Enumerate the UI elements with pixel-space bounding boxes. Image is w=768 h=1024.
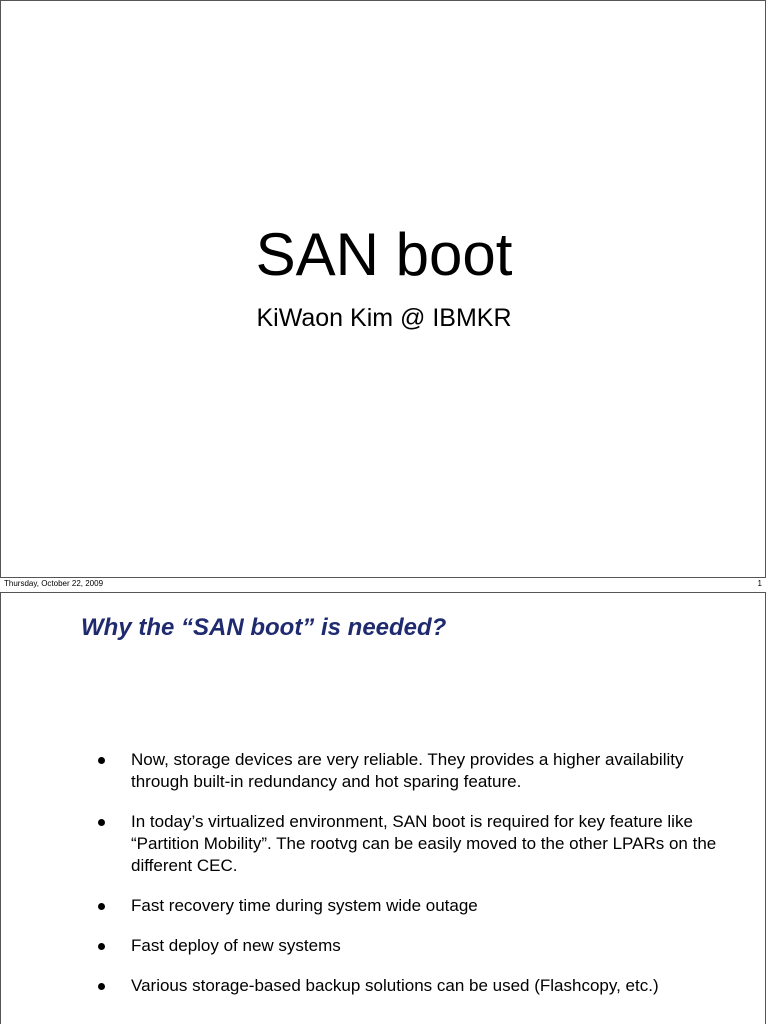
bullet-list [97, 749, 717, 1015]
page-footer [0, 577, 766, 591]
bullet-icon [98, 943, 105, 950]
bullet-text: Various storage-based backup solutions can be used (Flashcopy, etc.) [131, 976, 659, 995]
bullet-item [97, 749, 717, 793]
bullet-icon [98, 903, 105, 910]
page-number: 1 [757, 579, 762, 588]
bullet-item [97, 895, 717, 917]
slide-title: SAN boot [255, 221, 513, 288]
slide-author: KiWaon Kim @ IBMKR [256, 304, 512, 332]
bullet-text: Fast recovery time during system wide outage [131, 896, 478, 915]
footer-date: Thursday, October 22, 2009 [4, 579, 104, 588]
bullet-icon [98, 983, 105, 990]
bullet-text: Fast deploy of new systems [131, 936, 341, 955]
slide-heading: Why the “SAN boot” is needed? [81, 614, 447, 641]
bullet-icon [98, 819, 105, 826]
bullet-item [97, 811, 717, 877]
bullet-item [97, 935, 717, 957]
bullet-icon [98, 757, 105, 764]
content-slide [0, 592, 766, 1024]
bullet-text: In today’s virtualized environment, SAN boot is required for key feature like “Partition Mobility”. The rootvg can be easily moved to the other LPARs on the different CEC. [131, 812, 717, 875]
bullet-text: Now, storage devices are very reliable. They provides a higher availability through built-in redundancy and hot sparing feature. [131, 750, 684, 791]
bullet-item [97, 975, 717, 997]
